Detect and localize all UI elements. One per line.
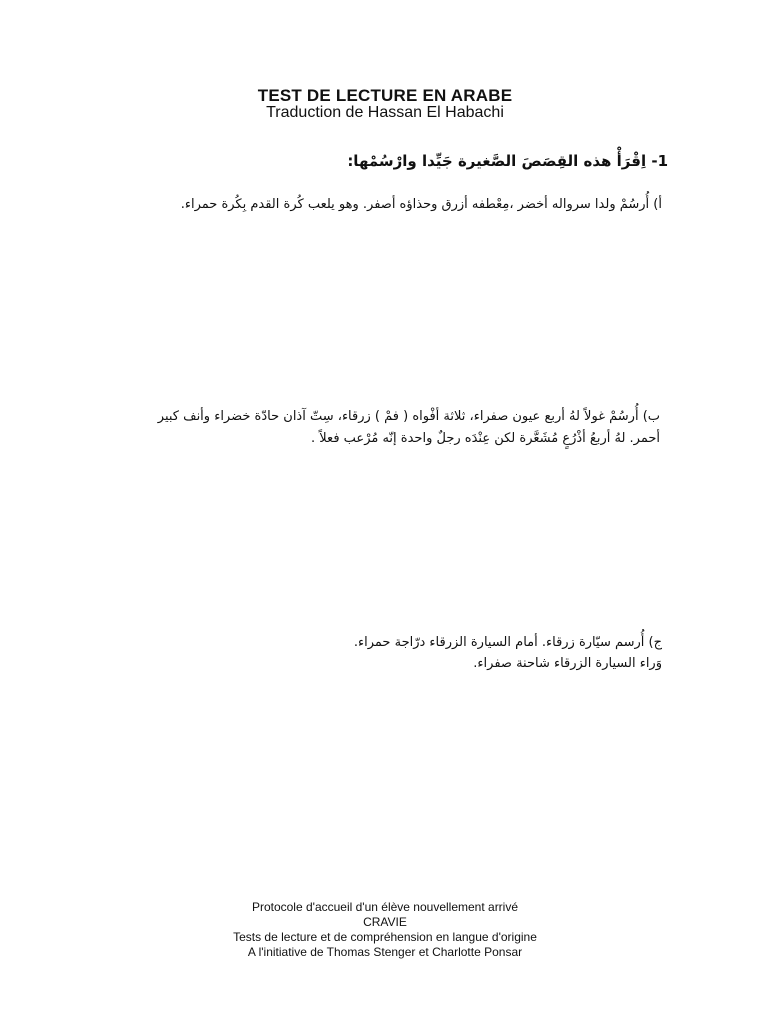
footer-line-protocol: Protocole d'accueil d'un élève nouvellement arrivé (251, 900, 519, 914)
story-c-line-2: وَراء السيارة الزرقاء شاحنة صفراء. (473, 656, 662, 671)
footer-line-authors: A l'initiative de Thomas Stenger et Charlotte Ponsar (247, 945, 523, 959)
document-subtitle: Traduction de Hassan El Habachi (266, 104, 504, 121)
document-footer (0, 900, 768, 960)
document-title: TEST DE LECTURE EN ARABE (257, 86, 513, 105)
exercise-heading: 1- اِقْرَأْ هذه القِصَصَ الصَّغيرة جَيِّدا وارْسُمْها: (347, 152, 668, 170)
footer-line-tests: Tests de lecture et de compréhension en langue d'origine (233, 930, 537, 944)
story-b-line-1: ب) أُرسُمْ غولاً لهُ أربع عيون صفراء، ثلاثة أفْواه ( فمْ ) زرقاء، سِتّ آذان حادّة خضراء وأنف كبير (157, 409, 660, 424)
story-c-line-1: ج) أُرسم سيّارة زرقاء. أمام السيارة الزرقاء درّاجة حمراء. (353, 635, 662, 650)
story-a: أ) أُرسُمْ ولدا سرواله أخضر ،مِعْطفه أزرق وحذاؤه أصفر. وهو يلعب كُرة القدم بِكُرة حمراء. (180, 197, 662, 212)
story-b-line-2: أحمر. لهُ أربعُ أذْرُعٍ مُشَعَّرة لكن عِنْدَه رجلٌ واحدة إنّه مُرْعب فعلاً . (311, 431, 660, 446)
footer-line-organization: CRAVIE (363, 915, 407, 929)
